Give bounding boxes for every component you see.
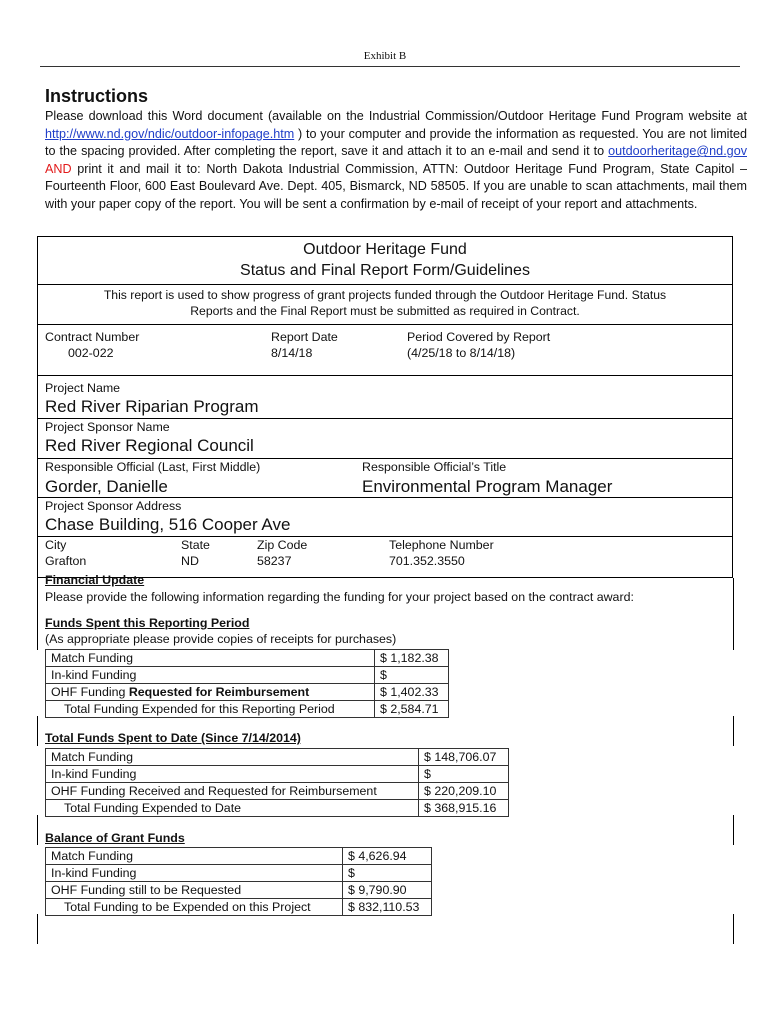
page-edge-mark <box>733 578 734 650</box>
table-row <box>46 684 449 701</box>
phone-label: Telephone Number <box>389 538 494 552</box>
project-name-label: Project Name <box>45 381 121 395</box>
financial-update-heading: Financial Update <box>45 573 145 587</box>
page-edge-mark <box>733 914 734 944</box>
financial-update-intro: Please provide the following information regarding the funding for your project based on the contract award: <box>45 590 634 604</box>
funds-to-date-heading: Total Funds Spent to Date (Since 7/14/2014) <box>45 731 301 745</box>
state-value[interactable]: ND <box>181 554 199 568</box>
instructions-part-2: ) to your computer and provide the information as requested. You are not limited to the spacing provided. After completing the report, save it and attach it to an e-mail and send it to <box>45 126 747 159</box>
table-row <box>46 899 432 916</box>
instructions-part-1: Please download this Word document (available on the Industrial Commission/Outdoor Heritage Fund Program website at <box>45 109 747 123</box>
sponsor-name-label: Project Sponsor Name <box>45 420 170 434</box>
city-value[interactable]: Grafton <box>45 554 87 568</box>
row-value[interactable]: $ 2,584.71 <box>375 701 449 718</box>
row-value[interactable]: $ 148,706.07 <box>419 749 509 766</box>
contract-number-label: Contract Number <box>45 330 140 344</box>
and-emphasis: AND <box>45 161 72 176</box>
balance-heading: Balance of Grant Funds <box>45 831 185 845</box>
form-divider <box>37 418 733 419</box>
official-title-label: Responsible Official’s Title <box>362 460 507 474</box>
address-value[interactable]: Chase Building, 516 Cooper Ave <box>45 515 291 534</box>
report-date-value[interactable]: 8/14/18 <box>271 346 313 360</box>
row-label: Total Funding to be Expended on this Project <box>46 899 343 916</box>
row-label: Match Funding <box>46 749 419 766</box>
form-divider <box>37 497 733 498</box>
table-row <box>46 766 509 783</box>
zip-label: Zip Code <box>257 538 308 552</box>
balance-table <box>45 847 432 916</box>
form-divider <box>37 284 733 285</box>
funds-period-heading: Funds Spent this Reporting Period <box>45 616 250 630</box>
state-label: State <box>181 538 210 552</box>
form-divider <box>37 375 733 376</box>
row-value[interactable]: $ <box>419 766 509 783</box>
email-link[interactable]: outdoorheritage@nd.gov <box>608 144 747 159</box>
table-row <box>46 650 449 667</box>
row-value[interactable]: $ 368,915.16 <box>419 800 509 817</box>
row-label: In-kind Funding <box>46 667 375 684</box>
table-row <box>46 667 449 684</box>
row-label <box>46 684 375 701</box>
page-edge-mark <box>37 578 38 650</box>
funds-to-date-table <box>45 748 509 817</box>
row-value[interactable]: $ <box>343 865 432 882</box>
period-covered-value[interactable]: (4/25/18 to 8/14/18) <box>407 346 516 360</box>
city-label: City <box>45 538 67 552</box>
instructions-text <box>45 108 747 214</box>
contract-number-value[interactable]: 002-022 <box>68 346 114 360</box>
row-value[interactable]: $ 832,110.53 <box>343 899 432 916</box>
project-name-value[interactable]: Red River Riparian Program <box>45 397 259 416</box>
form-divider <box>37 324 733 325</box>
page-edge-mark <box>37 815 38 845</box>
header-rule <box>40 66 740 67</box>
form-divider <box>37 458 733 459</box>
funds-period-table <box>45 649 449 718</box>
table-row <box>46 783 509 800</box>
row-value[interactable]: $ 1,402.33 <box>375 684 449 701</box>
form-title-line-1: Outdoor Heritage Fund <box>303 241 467 258</box>
form-title-line-2: Status and Final Report Form/Guidelines <box>240 262 530 279</box>
table-row <box>46 701 449 718</box>
row-label: Match Funding <box>46 848 343 865</box>
instructions-part-3: print it and mail it to: North Dakota Industrial Commission, ATTN: Outdoor Heritage Fund Program, State Capitol – Fourteenth Floor, 600 East Boulevard Ave. Dept. 405, Bismarck, ND 58505. If you are unable to scan attachments, mail them with your paper copy of the report. You will be sent a confirmation by e-mail of receipt of your report and attachments. <box>45 161 747 211</box>
report-date-label: Report Date <box>271 330 338 344</box>
row-label: OHF Funding Received and Requested for Reimbursement <box>46 783 419 800</box>
zip-value[interactable]: 58237 <box>257 554 292 568</box>
row-value[interactable]: $ 4,626.94 <box>343 848 432 865</box>
funds-period-subheading: (As appropriate please provide copies of receipts for purchases) <box>45 632 397 646</box>
sponsor-name-value[interactable]: Red River Regional Council <box>45 436 254 455</box>
official-title-value[interactable]: Environmental Program Manager <box>362 477 613 496</box>
infopage-link[interactable]: http://www.nd.gov/ndic/outdoor-infopage.htm <box>45 126 295 141</box>
official-label: Responsible Official (Last, First Middle) <box>45 460 261 474</box>
row-value[interactable]: $ 220,209.10 <box>419 783 509 800</box>
page-edge-mark <box>37 914 38 944</box>
row-label-emphasis: Requested for Reimbursement <box>128 685 310 699</box>
row-label: OHF Funding still to be Requested <box>46 882 343 899</box>
address-label: Project Sponsor Address <box>45 499 182 513</box>
row-value[interactable]: $ <box>375 667 449 684</box>
row-label: In-kind Funding <box>46 865 343 882</box>
official-value[interactable]: Gorder, Danielle <box>45 477 168 496</box>
page-edge-mark <box>733 815 734 845</box>
form-note-line-1: This report is used to show progress of grant projects funded through the Outdoor Heritage Fund. Status <box>103 288 667 302</box>
row-value[interactable]: $ 1,182.38 <box>375 650 449 667</box>
instructions-title: Instructions <box>45 86 149 106</box>
table-row <box>46 882 432 899</box>
phone-value[interactable]: 701.352.3550 <box>389 554 465 568</box>
row-label: Total Funding Expended for this Reporting Period <box>46 701 375 718</box>
table-row <box>46 865 432 882</box>
exhibit-label: Exhibit B <box>363 50 407 62</box>
row-value[interactable]: $ 9,790.90 <box>343 882 432 899</box>
row-label: Match Funding <box>46 650 375 667</box>
row-label-prefix: OHF Funding <box>51 685 129 699</box>
row-label: In-kind Funding <box>46 766 419 783</box>
table-row <box>46 749 509 766</box>
period-covered-label: Period Covered by Report <box>407 330 551 344</box>
row-label: Total Funding Expended to Date <box>46 800 419 817</box>
table-row <box>46 800 509 817</box>
form-note-line-2: Reports and the Final Report must be submitted as required in Contract. <box>190 304 580 318</box>
page-edge-mark <box>733 716 734 746</box>
table-row <box>46 848 432 865</box>
page-edge-mark <box>37 716 38 746</box>
form-divider <box>37 536 733 537</box>
